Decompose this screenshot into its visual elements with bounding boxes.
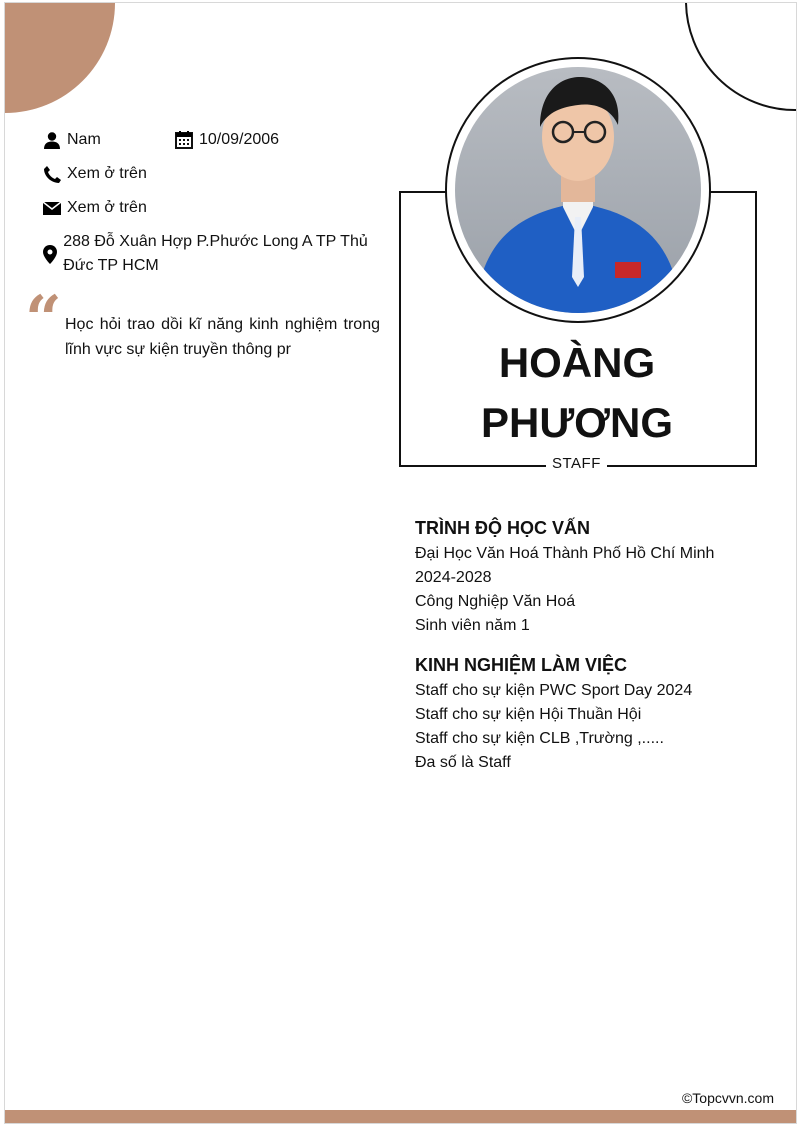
birthday-row <box>175 128 279 152</box>
address-row <box>43 230 383 278</box>
user-icon <box>43 128 61 152</box>
location-pin-icon <box>43 230 57 278</box>
education-line: Đại Học Văn Hoá Thành Phố Hồ Chí Minh <box>415 545 715 562</box>
job-title: STAFF <box>546 454 607 474</box>
phone-row <box>43 162 147 186</box>
email-row <box>43 196 147 220</box>
experience-line: Staff cho sự kiện CLB ,Trường ,..... <box>415 730 664 747</box>
phone-text: Xem ở trên <box>67 165 147 182</box>
experience-line: Staff cho sự kiện PWC Sport Day 2024 <box>415 682 693 699</box>
envelope-icon <box>43 196 61 220</box>
experience-section <box>415 653 775 775</box>
calendar-icon <box>175 128 193 152</box>
decor-circle-outline <box>685 2 797 111</box>
full-name: HOÀNG PHƯƠNG <box>480 339 673 446</box>
education-section <box>415 516 775 638</box>
quote-icon: “ <box>25 282 62 357</box>
education-line: 2024-2028 <box>415 569 492 586</box>
address-text: 288 Đỗ Xuân Hợp P.Phước Long A TP Thủ Đức TP HCM <box>63 233 368 274</box>
education-line: Công Nghiệp Văn Hoá <box>415 593 576 610</box>
gender-row <box>43 128 101 152</box>
avatar <box>455 67 701 313</box>
birthday-text: 10/09/2006 <box>199 131 280 148</box>
gender-text: Nam <box>67 131 101 148</box>
avatar-frame <box>445 57 711 323</box>
decor-corner-shape <box>4 2 115 113</box>
experience-heading: KINH NGHIỆM LÀM VIỆC <box>415 655 628 675</box>
objective-text: Học hỏi trao dồi kĩ năng kinh nghiệm trong lĩnh vực sự kiện truyền thông pr <box>65 316 380 358</box>
experience-line: Staff cho sự kiện Hội Thuần Hội <box>415 706 642 723</box>
footer-bar <box>5 1110 796 1123</box>
footer-credit: ©Topcvvn.com <box>681 1090 774 1106</box>
experience-line: Đa số là Staff <box>415 754 511 771</box>
phone-icon <box>43 162 61 186</box>
email-text: Xem ở trên <box>67 199 147 216</box>
education-heading: TRÌNH ĐỘ HỌC VẤN <box>415 518 590 538</box>
cv-page <box>4 2 797 1124</box>
education-line: Sinh viên năm 1 <box>415 617 530 634</box>
